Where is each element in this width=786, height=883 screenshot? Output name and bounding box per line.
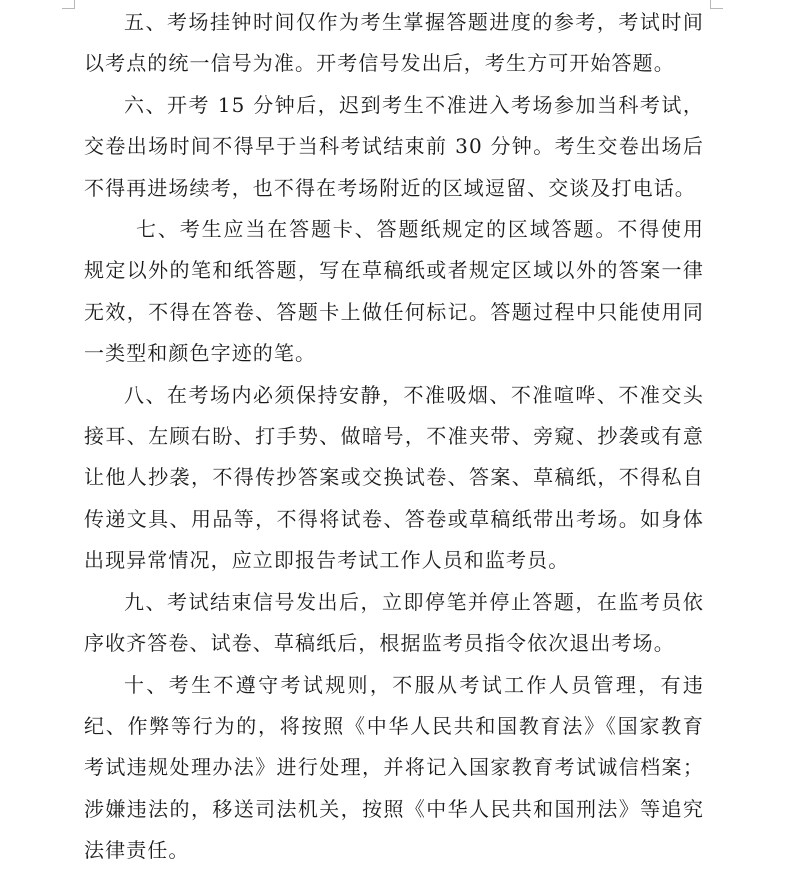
rule-9-paragraph: 九、考试结束信号发出后，立即停笔并停止答题，在监考员依序收齐答卷、试卷、草稿纸后，根据监考员指令依次退出考场。	[84, 589, 704, 656]
rule-10-paragraph: 十、考生不遵守考试规则，不服从考试工作人员管理，有违纪、作弊等行为的，将按照《中华人民共和国教育法》《国家教育考试违规处理办法》进行处理，并将记入国家教育考试诚信档案；涉嫌违法的，移送司法机关，按照《中华人民共和国刑法》等追究法律责任。	[84, 672, 704, 863]
rule-6-paragraph: 六、开考 15 分钟后，迟到考生不准进入考场参加当科考试，交卷出场时间不得早于当科考试结束前 30 分钟。考生交卷出场后不得再进场续考，也不得在考场附近的区域逗留、交谈及打电话。	[84, 92, 704, 200]
page-corner-mark-right	[710, 0, 723, 9]
rule-5-paragraph: 五、考场挂钟时间仅作为考生掌握答题进度的参考，考试时间以考点的统一信号为准。开考信号发出后，考生方可开始答题。	[84, 10, 704, 76]
page-corner-mark-left	[62, 0, 75, 9]
rule-7-paragraph: 七、考生应当在答题卡、答题纸规定的区域答题。不得使用规定以外的笔和纸答题，写在草稿纸或者规定区域以外的答案一律无效，不得在答卷、答题卡上做任何标记。答题过程中只能使用同一类型和颜色字迹的笔。	[84, 217, 704, 366]
rule-8-paragraph: 八、在考场内必须保持安静，不准吸烟、不准喧哗、不准交头接耳、左顾右盼、打手势、做暗号，不准夹带、旁窥、抄袭或有意让他人抄袭，不得传抄答案或交换试卷、答案、草稿纸，不得私自传递文具、用品等，不得将试卷、答卷或草稿纸带出考场。如身体出现异常情况，应立即报告考试工作人员和监考员。	[84, 382, 704, 573]
document-body	[84, 2, 704, 872]
